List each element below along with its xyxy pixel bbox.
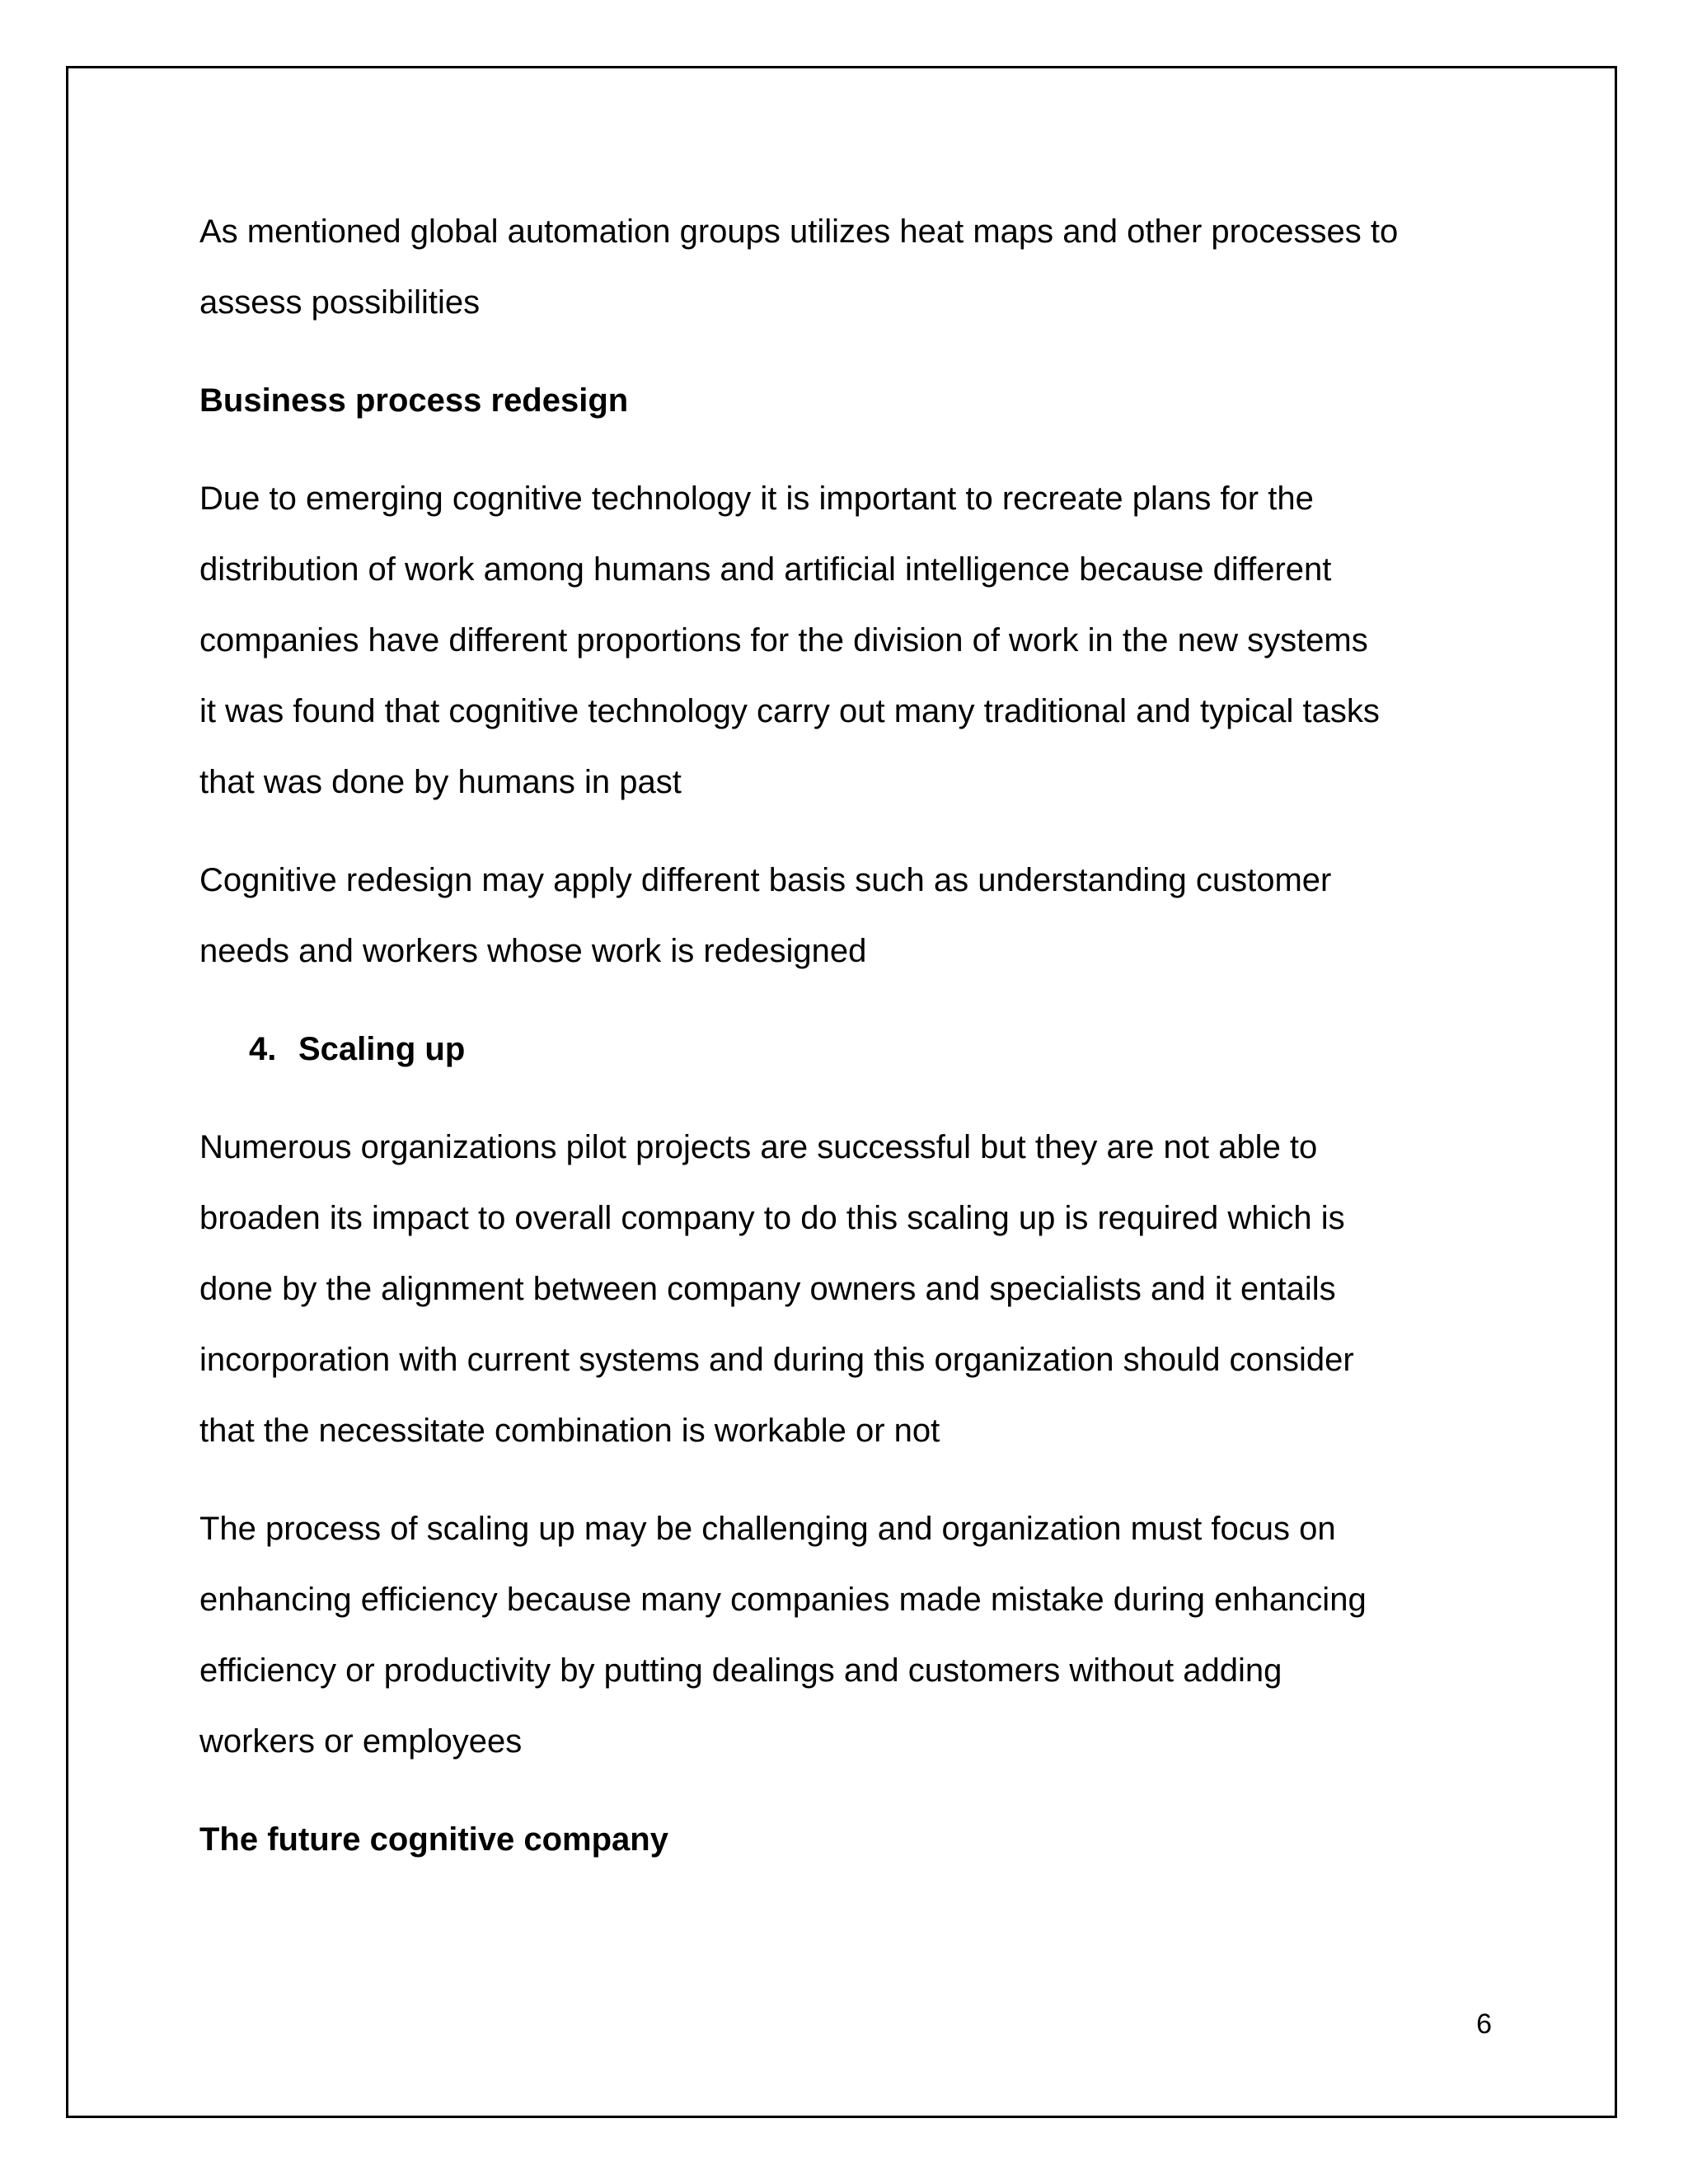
paragraph-cognitive-technology [199,463,1518,818]
text-line: broaden its impact to overall company to do this scaling up is required which is [199,1200,1345,1236]
paragraph-automation-groups [199,196,1518,338]
text-line: The process of scaling up may be challenging and organization must focus on [199,1511,1336,1547]
text-line: done by the alignment between company owners and specialists and it entails [199,1271,1336,1307]
document-body [199,196,1518,1902]
paragraph-pilot-projects [199,1112,1518,1466]
heading-future-cognitive-company: The future cognitive company [199,1821,668,1858]
text-line: enhancing efficiency because many companies made mistake during enhancing [199,1582,1367,1618]
text-line: Cognitive redesign may apply different basis such as understanding customer [199,862,1332,898]
text-line: Due to emerging cognitive technology it is important to recreate plans for the [199,480,1314,517]
text-line: Numerous organizations pilot projects are successful but they are not able to [199,1129,1318,1165]
text-line: that the necessitate combination is workable or not [199,1413,940,1449]
paragraph-cognitive-redesign [199,845,1518,987]
text-line: assess possibilities [199,284,481,321]
text-line: it was found that cognitive technology carry out many traditional and typical tasks [199,693,1380,729]
text-line: needs and workers whose work is redesigned [199,933,867,969]
heading-title: Scaling up [298,1031,466,1067]
text-line: incorporation with current systems and during this organization should consider [199,1342,1354,1378]
text-line: workers or employees [199,1723,523,1760]
paragraph-scaling-process [199,1493,1518,1777]
text-line: distribution of work among humans and artificial intelligence because different [199,551,1332,588]
text-line: efficiency or productivity by putting dealings and customers without adding [199,1652,1282,1689]
heading-business-process-redesign: Business process redesign [199,382,629,419]
text-line: companies have different proportions for the division of work in the new systems [199,622,1368,658]
text-line: As mentioned global automation groups utilizes heat maps and other processes to [199,213,1399,250]
text-line: that was done by humans in past [199,764,682,800]
page-number: 6 [1476,2008,1492,2040]
heading-scaling-up [249,1014,1518,1085]
heading-number: 4. [249,1031,277,1067]
